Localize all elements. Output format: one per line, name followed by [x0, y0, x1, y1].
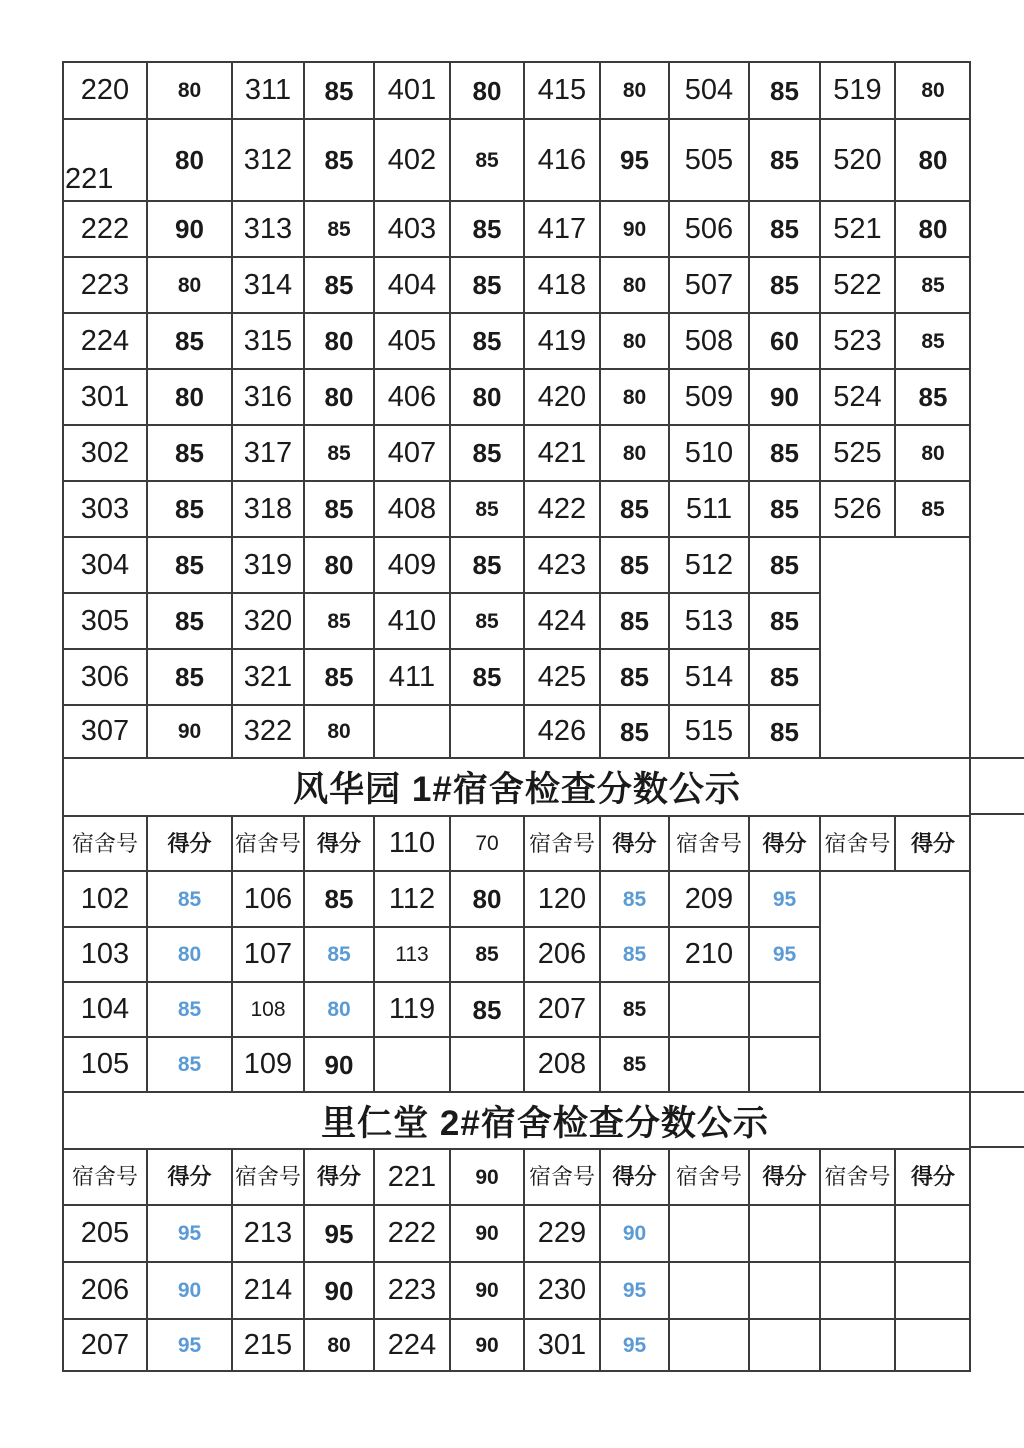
score-cell: 95 [748, 870, 819, 926]
room-cell: 221 [373, 1148, 449, 1204]
score-cell: 85 [449, 592, 523, 648]
score-cell: 80 [303, 368, 373, 424]
header-cell: 得分 [599, 1148, 668, 1204]
header-cell: 得分 [894, 1148, 970, 1204]
room-cell: 416 [523, 118, 599, 200]
header-cell: 宿舍号 [62, 815, 146, 870]
score-cell: 80 [599, 61, 668, 118]
room-cell: 418 [523, 256, 599, 312]
room-cell: 222 [373, 1204, 449, 1261]
score-cell: 80 [303, 704, 373, 757]
score-cell: 85 [599, 1036, 668, 1091]
empty-cell [819, 1318, 894, 1372]
score-cell: 80 [449, 368, 523, 424]
score-cell: 85 [748, 256, 819, 312]
room-cell: 419 [523, 312, 599, 368]
score-cell: 70 [449, 815, 523, 870]
room-cell: 223 [62, 256, 146, 312]
room-cell: 526 [819, 480, 894, 536]
empty-cell [894, 1204, 970, 1261]
room-cell: 422 [523, 480, 599, 536]
room-cell: 318 [231, 480, 303, 536]
room-cell: 301 [523, 1318, 599, 1372]
room-cell: 314 [231, 256, 303, 312]
score-cell: 85 [146, 536, 231, 592]
room-cell: 224 [62, 312, 146, 368]
score-cell: 80 [599, 312, 668, 368]
room-cell: 322 [231, 704, 303, 757]
empty-cell [449, 1036, 523, 1091]
score-cell: 80 [303, 1318, 373, 1372]
score-cell: 85 [303, 926, 373, 981]
room-cell: 508 [668, 312, 748, 368]
score-cell: 85 [449, 256, 523, 312]
score-cell: 80 [449, 61, 523, 118]
room-cell: 417 [523, 200, 599, 256]
score-cell: 90 [146, 200, 231, 256]
empty-cell [373, 1036, 449, 1091]
score-cell: 80 [599, 424, 668, 480]
room-cell: 112 [373, 870, 449, 926]
score-cell: 80 [599, 256, 668, 312]
room-cell: 230 [523, 1261, 599, 1318]
score-cell: 85 [449, 480, 523, 536]
score-cell: 85 [894, 480, 970, 536]
empty-cell [748, 1204, 819, 1261]
score-cell: 85 [748, 200, 819, 256]
room-cell: 213 [231, 1204, 303, 1261]
room-cell: 113 [373, 926, 449, 981]
room-cell: 523 [819, 312, 894, 368]
section2-title: 风华园 1#宿舍检查分数公示 [62, 757, 970, 815]
score-cell: 85 [449, 981, 523, 1036]
room-cell: 119 [373, 981, 449, 1036]
score-cell: 90 [449, 1148, 523, 1204]
score-cell: 90 [599, 200, 668, 256]
room-cell: 306 [62, 648, 146, 704]
room-cell: 305 [62, 592, 146, 648]
score-cell: 95 [303, 1204, 373, 1261]
room-cell: 524 [819, 368, 894, 424]
room-cell: 316 [231, 368, 303, 424]
score-cell: 85 [748, 648, 819, 704]
room-cell: 515 [668, 704, 748, 757]
room-cell: 205 [62, 1204, 146, 1261]
score-cell: 85 [303, 648, 373, 704]
score-cell: 85 [748, 118, 819, 200]
room-cell: 222 [62, 200, 146, 256]
score-cell: 85 [449, 200, 523, 256]
room-cell: 317 [231, 424, 303, 480]
empty-cell [748, 1318, 819, 1372]
score-cell: 80 [894, 118, 970, 200]
score-cell: 90 [449, 1318, 523, 1372]
score-cell: 85 [599, 981, 668, 1036]
header-cell: 宿舍号 [668, 1148, 748, 1204]
score-cell: 85 [146, 424, 231, 480]
room-cell: 513 [668, 592, 748, 648]
score-cell: 80 [146, 118, 231, 200]
room-cell: 108 [231, 981, 303, 1036]
score-cell: 85 [303, 424, 373, 480]
room-cell: 106 [231, 870, 303, 926]
score-cell: 80 [894, 424, 970, 480]
room-cell: 506 [668, 200, 748, 256]
header-cell: 宿舍号 [523, 1148, 599, 1204]
score-cell: 80 [303, 536, 373, 592]
header-cell: 得分 [303, 1148, 373, 1204]
room-cell: 209 [668, 870, 748, 926]
room-cell: 302 [62, 424, 146, 480]
room-cell: 421 [523, 424, 599, 480]
header-cell: 宿舍号 [231, 815, 303, 870]
score-cell: 80 [146, 926, 231, 981]
room-cell: 102 [62, 870, 146, 926]
room-cell: 311 [231, 61, 303, 118]
empty-cell [668, 1036, 748, 1091]
room-cell: 426 [523, 704, 599, 757]
header-cell: 得分 [146, 1148, 231, 1204]
page-edge-cell-1 [970, 757, 1024, 815]
room-cell: 411 [373, 648, 449, 704]
score-cell: 80 [146, 61, 231, 118]
room-cell: 505 [668, 118, 748, 200]
score-cell: 85 [303, 200, 373, 256]
room-cell: 424 [523, 592, 599, 648]
empty-cell [449, 704, 523, 757]
room-cell: 511 [668, 480, 748, 536]
score-cell: 90 [599, 1204, 668, 1261]
score-cell: 85 [146, 981, 231, 1036]
score-cell: 85 [599, 592, 668, 648]
score-cell: 85 [449, 118, 523, 200]
score-cell: 95 [599, 118, 668, 200]
empty-cell [668, 981, 748, 1036]
room-cell: 303 [62, 480, 146, 536]
score-cell: 95 [146, 1318, 231, 1372]
score-cell: 90 [449, 1261, 523, 1318]
header-cell: 宿舍号 [62, 1148, 146, 1204]
score-cell: 85 [599, 480, 668, 536]
header-cell: 宿舍号 [819, 815, 894, 870]
empty-cell [748, 1261, 819, 1318]
score-cell: 90 [303, 1261, 373, 1318]
room-cell: 415 [523, 61, 599, 118]
score-cell: 80 [303, 312, 373, 368]
score-cell: 95 [748, 926, 819, 981]
room-cell: 224 [373, 1318, 449, 1372]
score-cell: 85 [303, 592, 373, 648]
room-cell: 403 [373, 200, 449, 256]
room-cell: 109 [231, 1036, 303, 1091]
table-right-border [969, 61, 971, 1372]
merged-empty-cell [819, 536, 970, 757]
score-cell: 85 [449, 536, 523, 592]
room-cell: 312 [231, 118, 303, 200]
empty-cell [748, 1036, 819, 1091]
room-cell: 315 [231, 312, 303, 368]
room-cell: 223 [373, 1261, 449, 1318]
room-cell: 520 [819, 118, 894, 200]
room-cell: 525 [819, 424, 894, 480]
score-cell: 90 [146, 1261, 231, 1318]
header-cell: 得分 [146, 815, 231, 870]
room-cell: 304 [62, 536, 146, 592]
room-cell: 313 [231, 200, 303, 256]
score-cell: 80 [894, 200, 970, 256]
header-cell: 得分 [894, 815, 970, 870]
score-cell: 90 [146, 704, 231, 757]
header-cell: 宿舍号 [668, 815, 748, 870]
merged-empty-cell [819, 870, 970, 1091]
score-cell: 85 [748, 704, 819, 757]
score-cell: 85 [146, 592, 231, 648]
score-cell: 85 [449, 424, 523, 480]
empty-cell [668, 1261, 748, 1318]
score-cell: 85 [599, 870, 668, 926]
room-cell: 504 [668, 61, 748, 118]
score-cell: 85 [748, 592, 819, 648]
room-cell: 321 [231, 648, 303, 704]
room-cell: 229 [523, 1204, 599, 1261]
room-cell: 221 [62, 118, 146, 200]
room-cell: 401 [373, 61, 449, 118]
empty-cell [819, 1204, 894, 1261]
room-cell: 215 [231, 1318, 303, 1372]
room-cell: 206 [62, 1261, 146, 1318]
score-cell: 85 [303, 256, 373, 312]
room-cell: 521 [819, 200, 894, 256]
score-cell: 85 [449, 648, 523, 704]
room-cell: 410 [373, 592, 449, 648]
room-cell: 510 [668, 424, 748, 480]
score-cell: 85 [449, 312, 523, 368]
room-cell: 522 [819, 256, 894, 312]
score-cell: 85 [303, 61, 373, 118]
empty-cell [819, 1261, 894, 1318]
header-cell: 宿舍号 [819, 1148, 894, 1204]
room-cell: 519 [819, 61, 894, 118]
score-cell: 80 [894, 61, 970, 118]
score-cell: 85 [748, 424, 819, 480]
room-cell: 405 [373, 312, 449, 368]
score-cell: 85 [146, 648, 231, 704]
room-cell: 301 [62, 368, 146, 424]
score-cell: 85 [303, 118, 373, 200]
score-cell: 85 [748, 536, 819, 592]
header-cell: 得分 [303, 815, 373, 870]
score-cell: 85 [146, 312, 231, 368]
score-cell: 85 [146, 870, 231, 926]
score-cell: 85 [599, 536, 668, 592]
header-cell: 宿舍号 [231, 1148, 303, 1204]
room-cell: 407 [373, 424, 449, 480]
header-cell: 得分 [748, 1148, 819, 1204]
room-cell: 105 [62, 1036, 146, 1091]
score-cell: 95 [146, 1204, 231, 1261]
header-cell: 得分 [748, 815, 819, 870]
room-cell: 120 [523, 870, 599, 926]
score-cell: 95 [599, 1261, 668, 1318]
score-cell: 85 [599, 704, 668, 757]
room-cell: 210 [668, 926, 748, 981]
score-cell: 85 [303, 870, 373, 926]
room-cell: 107 [231, 926, 303, 981]
room-cell: 319 [231, 536, 303, 592]
empty-cell [894, 1261, 970, 1318]
score-cell: 85 [303, 480, 373, 536]
score-cell: 85 [599, 926, 668, 981]
header-cell: 得分 [599, 815, 668, 870]
room-cell: 207 [62, 1318, 146, 1372]
room-cell: 307 [62, 704, 146, 757]
room-cell: 402 [373, 118, 449, 200]
score-cell: 80 [146, 256, 231, 312]
room-cell: 207 [523, 981, 599, 1036]
empty-cell [748, 981, 819, 1036]
room-cell: 208 [523, 1036, 599, 1091]
empty-cell [373, 704, 449, 757]
room-cell: 512 [668, 536, 748, 592]
empty-cell [668, 1318, 748, 1372]
score-cell: 80 [146, 368, 231, 424]
room-cell: 409 [373, 536, 449, 592]
score-cell: 90 [303, 1036, 373, 1091]
empty-cell [668, 1204, 748, 1261]
room-cell: 507 [668, 256, 748, 312]
score-cell: 80 [303, 981, 373, 1036]
score-cell: 85 [146, 1036, 231, 1091]
room-cell: 206 [523, 926, 599, 981]
header-cell: 宿舍号 [523, 815, 599, 870]
score-cell: 85 [894, 312, 970, 368]
page-edge-cell-2 [970, 1091, 1024, 1148]
room-cell: 220 [62, 61, 146, 118]
score-cell: 80 [599, 368, 668, 424]
room-cell: 320 [231, 592, 303, 648]
score-cell: 85 [894, 368, 970, 424]
room-cell: 420 [523, 368, 599, 424]
room-cell: 509 [668, 368, 748, 424]
room-cell: 425 [523, 648, 599, 704]
score-cell: 80 [449, 870, 523, 926]
empty-cell [894, 1318, 970, 1372]
room-cell: 423 [523, 536, 599, 592]
score-cell: 85 [449, 926, 523, 981]
score-cell: 90 [748, 368, 819, 424]
room-cell: 404 [373, 256, 449, 312]
score-cell: 90 [449, 1204, 523, 1261]
score-cell: 85 [894, 256, 970, 312]
section3-title: 里仁堂 2#宿舍检查分数公示 [62, 1091, 970, 1148]
room-cell: 514 [668, 648, 748, 704]
room-cell: 104 [62, 981, 146, 1036]
room-cell: 110 [373, 815, 449, 870]
score-cell: 60 [748, 312, 819, 368]
score-cell: 85 [599, 648, 668, 704]
room-cell: 408 [373, 480, 449, 536]
score-cell: 85 [146, 480, 231, 536]
score-cell: 95 [599, 1318, 668, 1372]
score-cell: 85 [748, 480, 819, 536]
room-cell: 103 [62, 926, 146, 981]
room-cell: 406 [373, 368, 449, 424]
room-cell: 214 [231, 1261, 303, 1318]
score-cell: 85 [748, 61, 819, 118]
